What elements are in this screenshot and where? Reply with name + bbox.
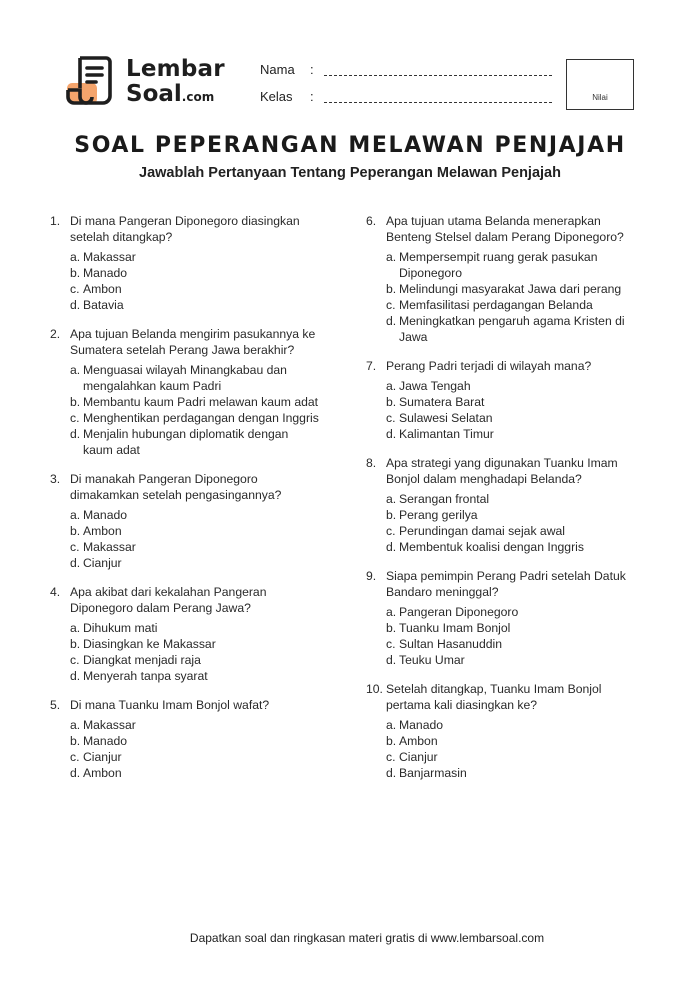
question-8 <box>366 455 636 555</box>
option-letter: b. <box>70 524 81 538</box>
option-text: Manado <box>399 718 444 732</box>
option-letter: b. <box>70 266 81 280</box>
option-text: Serangan frontal <box>399 492 490 506</box>
page-title: SOAL PEPERANGAN MELAWAN PENJAJAH <box>74 133 626 158</box>
score-label: Nilai <box>592 93 608 102</box>
questions-right-column <box>366 213 636 794</box>
option-letter: b. <box>386 395 397 409</box>
option-d <box>386 426 636 442</box>
option-c <box>386 297 636 313</box>
option-letter: d. <box>386 653 397 667</box>
option-b <box>70 265 320 281</box>
question-number: 7. <box>366 359 377 373</box>
option-text: Ambon <box>83 524 122 538</box>
footer-text: Dapatkan soal dan ringkasan materi gratis di www.lembarsoal.com <box>189 931 545 945</box>
option-c <box>70 652 320 668</box>
option-b <box>386 507 636 523</box>
option-b <box>386 394 636 410</box>
option-b <box>70 636 320 652</box>
option-d <box>70 555 320 571</box>
class-field[interactable] <box>260 89 322 104</box>
option-letter: d. <box>386 427 397 441</box>
option-text: Meningkatkan pengaruh agama Kristen di Jawa <box>399 314 625 344</box>
option-text: Pangeran Diponegoro <box>399 605 519 619</box>
option-text: Manado <box>83 508 128 522</box>
option-letter: a. <box>70 508 81 522</box>
question-text: Perang Padri terjadi di wilayah mana? <box>386 359 592 373</box>
question-9 <box>366 568 636 668</box>
option-a <box>70 507 320 523</box>
option-letter: c. <box>386 637 396 651</box>
logo-suffix: .com <box>181 90 215 104</box>
option-list <box>386 249 636 345</box>
option-list <box>70 249 320 313</box>
option-text: Ambon <box>83 766 122 780</box>
question-text: Di manakah Pangeran Diponegoro dimakamkan setelah pengasingannya? <box>70 472 282 502</box>
option-text: Diasingkan ke Makassar <box>83 637 216 651</box>
option-letter: a. <box>70 363 81 377</box>
option-b <box>70 523 320 539</box>
option-letter: c. <box>70 540 80 554</box>
option-c <box>386 410 636 426</box>
name-label: Nama <box>260 62 295 77</box>
option-a <box>386 249 636 281</box>
class-input-line[interactable] <box>324 102 552 103</box>
option-d <box>386 313 636 345</box>
option-letter: b. <box>70 734 81 748</box>
option-list <box>386 717 636 781</box>
question-7 <box>366 358 636 442</box>
option-letter: c. <box>386 750 396 764</box>
option-text: Ambon <box>83 282 122 296</box>
question-text: Apa tujuan Belanda mengirim pasukannya ke Sumatera setelah Perang Jawa berakhir? <box>70 327 316 357</box>
option-letter: c. <box>386 298 396 312</box>
option-c <box>70 281 320 297</box>
question-text: Siapa pemimpin Perang Padri setelah Datuk Bandaro meninggal? <box>386 569 626 599</box>
option-text: Jawa Tengah <box>399 379 471 393</box>
option-letter: d. <box>70 669 81 683</box>
question-number: 2. <box>50 327 61 341</box>
option-list <box>70 507 320 571</box>
question-number: 6. <box>366 214 377 228</box>
logo-wordmark <box>126 57 225 110</box>
question-text: Di mana Pangeran Diponegoro diasingkan setelah ditangkap? <box>70 214 300 244</box>
option-letter: b. <box>386 508 397 522</box>
option-letter: c. <box>70 750 80 764</box>
option-list <box>70 717 320 781</box>
option-text: Sulawesi Selatan <box>399 411 493 425</box>
option-text: Teuku Umar <box>399 653 465 667</box>
option-b <box>386 620 636 636</box>
option-c <box>386 523 636 539</box>
option-letter: d. <box>70 427 81 441</box>
option-letter: c. <box>70 411 80 425</box>
option-b <box>70 733 320 749</box>
option-b <box>386 281 636 297</box>
option-text: Menghentikan perdagangan dengan Inggris <box>83 411 319 425</box>
option-c <box>386 749 636 765</box>
page-subtitle: Jawablah Pertanyaan Tentang Peperangan Melawan Penjajah <box>139 165 561 181</box>
class-colon: : <box>310 89 314 104</box>
question-number: 9. <box>366 569 377 583</box>
option-a <box>386 604 636 620</box>
option-a <box>386 378 636 394</box>
name-colon: : <box>310 62 314 77</box>
option-text: Menyerah tanpa syarat <box>83 669 208 683</box>
option-letter: d. <box>386 540 397 554</box>
question-text: Apa akibat dari kekalahan Pangeran Diponegoro dalam Perang Jawa? <box>70 585 267 615</box>
option-text: Diangkat menjadi raja <box>83 653 201 667</box>
logo-line1: Lembar <box>126 56 225 82</box>
option-text: Membentuk koalisi dengan Inggris <box>399 540 584 554</box>
option-letter: b. <box>386 734 397 748</box>
option-letter: a. <box>386 718 397 732</box>
option-list <box>386 604 636 668</box>
option-text: Kalimantan Timur <box>399 427 494 441</box>
question-number: 4. <box>50 585 61 599</box>
option-text: Sumatera Barat <box>399 395 485 409</box>
option-text: Manado <box>83 266 128 280</box>
question-2 <box>50 326 320 458</box>
question-3 <box>50 471 320 571</box>
option-letter: b. <box>386 282 397 296</box>
option-a <box>70 620 320 636</box>
question-number: 5. <box>50 698 61 712</box>
option-letter: a. <box>386 250 397 264</box>
option-letter: d. <box>70 766 81 780</box>
option-text: Banjarmasin <box>399 766 467 780</box>
option-b <box>386 733 636 749</box>
question-text: Apa strategi yang digunakan Tuanku Imam Bonjol dalam menghadapi Belanda? <box>386 456 618 486</box>
option-list <box>386 378 636 442</box>
option-d <box>70 297 320 313</box>
option-letter: d. <box>386 314 397 328</box>
option-text: Makassar <box>83 250 136 264</box>
option-d <box>386 539 636 555</box>
option-text: Mempersempit ruang gerak pasukan Diponegoro <box>399 250 598 280</box>
option-letter: d. <box>386 766 397 780</box>
option-a <box>70 249 320 265</box>
question-1 <box>50 213 320 313</box>
option-d <box>70 765 320 781</box>
option-text: Ambon <box>399 734 438 748</box>
option-c <box>70 410 320 426</box>
option-d <box>386 765 636 781</box>
option-letter: b. <box>70 395 81 409</box>
question-4 <box>50 584 320 684</box>
option-text: Cianjur <box>83 556 122 570</box>
option-letter: a. <box>386 379 397 393</box>
question-10 <box>366 681 636 781</box>
name-field[interactable] <box>260 62 322 77</box>
option-text: Memfasilitasi perdagangan Belanda <box>399 298 593 312</box>
option-a <box>386 717 636 733</box>
option-list <box>386 491 636 555</box>
score-box[interactable] <box>566 59 634 110</box>
option-text: Sultan Hasanuddin <box>399 637 502 651</box>
question-6 <box>366 213 636 345</box>
option-letter: d. <box>70 298 81 312</box>
option-a <box>70 362 320 394</box>
option-list <box>70 362 320 458</box>
option-text: Manado <box>83 734 128 748</box>
option-c <box>70 749 320 765</box>
class-label: Kelas <box>260 89 293 104</box>
option-letter: a. <box>70 718 81 732</box>
option-text: Perundingan damai sejak awal <box>399 524 565 538</box>
question-5 <box>50 697 320 781</box>
option-d <box>386 652 636 668</box>
brand-logo <box>66 55 226 115</box>
logo-line2 <box>126 82 225 110</box>
question-number: 3. <box>50 472 61 486</box>
option-letter: a. <box>386 492 397 506</box>
option-list <box>70 620 320 684</box>
option-text: Makassar <box>83 718 136 732</box>
questions-left-column <box>50 213 320 794</box>
option-text: Perang gerilya <box>399 508 478 522</box>
option-c <box>386 636 636 652</box>
question-number: 1. <box>50 214 61 228</box>
option-letter: d. <box>70 556 81 570</box>
option-letter: c. <box>70 282 80 296</box>
option-c <box>70 539 320 555</box>
logo-line2-text: Soal <box>126 81 182 107</box>
option-text: Menjalin hubungan diplomatik dengan kaum adat <box>83 427 289 457</box>
question-text: Setelah ditangkap, Tuanku Imam Bonjol pertama kali diasingkan ke? <box>386 682 602 712</box>
option-text: Makassar <box>83 540 136 554</box>
option-text: Batavia <box>83 298 124 312</box>
option-letter: c. <box>386 524 396 538</box>
option-text: Melindungi masyarakat Jawa dari perang <box>399 282 622 296</box>
option-b <box>70 394 320 410</box>
option-text: Menguasai wilayah Minangkabau dan mengalahkan kaum Padri <box>83 363 287 393</box>
document-logo-icon <box>66 55 118 109</box>
option-letter: a. <box>386 605 397 619</box>
option-letter: a. <box>70 250 81 264</box>
option-d <box>70 668 320 684</box>
option-letter: a. <box>70 621 81 635</box>
option-letter: b. <box>70 637 81 651</box>
option-text: Cianjur <box>83 750 122 764</box>
question-text: Di mana Tuanku Imam Bonjol wafat? <box>70 698 270 712</box>
option-d <box>70 426 320 458</box>
question-text: Apa tujuan utama Belanda menerapkan Benteng Stelsel dalam Perang Diponegoro? <box>386 214 624 244</box>
option-a <box>386 491 636 507</box>
option-a <box>70 717 320 733</box>
option-letter: c. <box>386 411 396 425</box>
option-text: Tuanku Imam Bonjol <box>399 621 511 635</box>
option-text: Dihukum mati <box>83 621 158 635</box>
option-text: Membantu kaum Padri melawan kaum adat <box>83 395 319 409</box>
option-letter: b. <box>386 621 397 635</box>
question-number: 8. <box>366 456 377 470</box>
question-number: 10. <box>366 682 383 696</box>
name-input-line[interactable] <box>324 75 552 76</box>
option-text: Cianjur <box>399 750 438 764</box>
option-letter: c. <box>70 653 80 667</box>
